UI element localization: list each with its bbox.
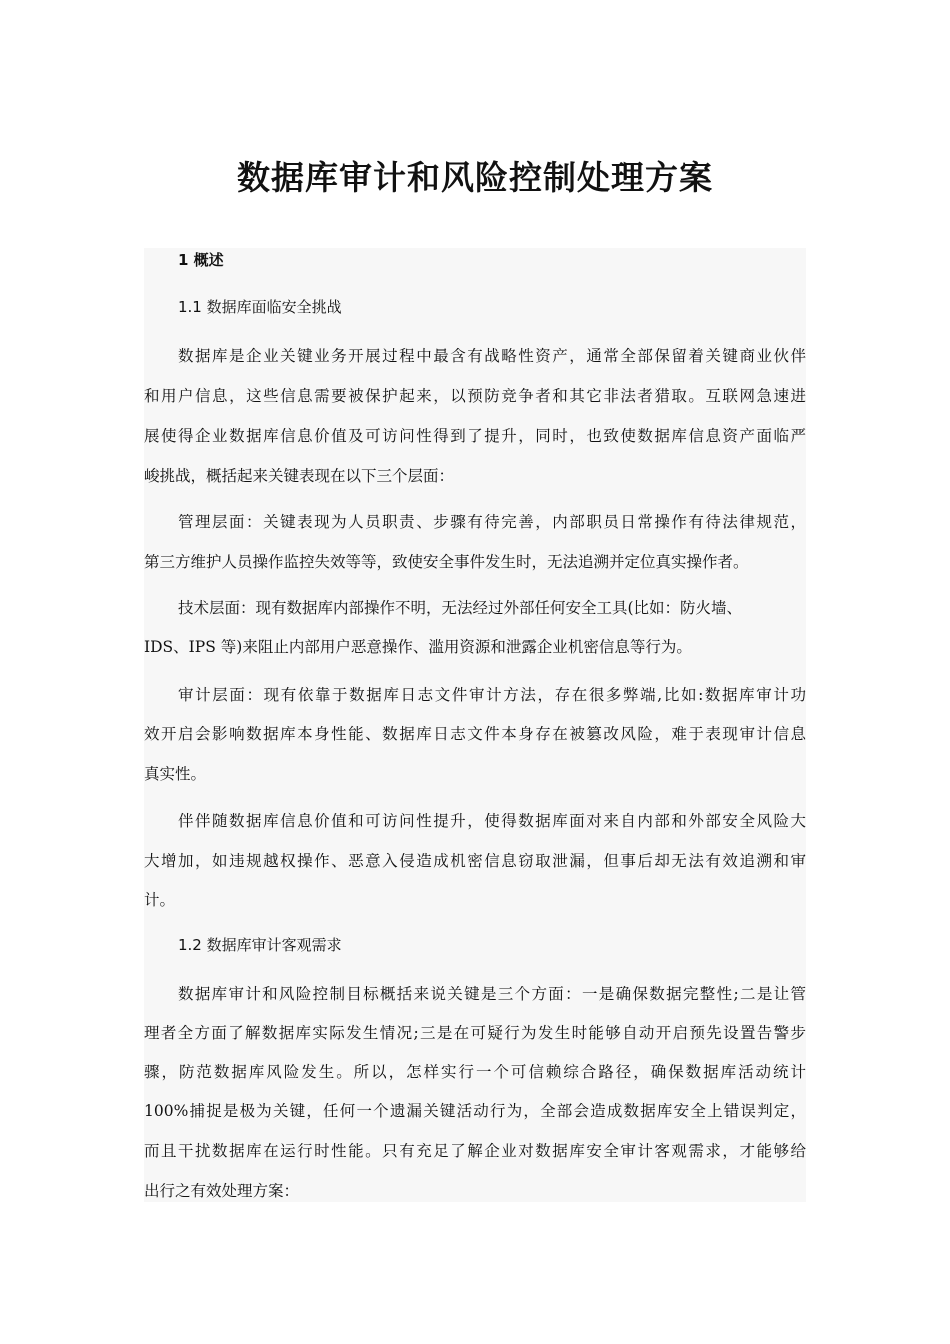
section-heading-1: 1 概述 bbox=[178, 251, 224, 269]
paragraph-line: 和用户信息，这些信息需要被保护起来，以预防竞争者和其它非法者猎取。互联网急速进 bbox=[144, 387, 806, 405]
paragraph-line: 100%捕捉是极为关键，任何一个遗漏关键活动行为，全部会造成数据库安全上错误判定， bbox=[144, 1102, 806, 1120]
paragraph-line: 理者全方面了解数据库实际发生情况;三是在可疑行为发生时能够自动开启预先设置告警步 bbox=[144, 1024, 806, 1042]
paragraph-line: 而且干扰数据库在运行时性能。只有充足了解企业对数据库安全审计客观需求，才能够给 bbox=[144, 1142, 806, 1160]
paragraph-line: 展使得企业数据库信息价值及可访问性得到了提升，同时，也致使数据库信息资产面临严 bbox=[144, 427, 806, 445]
section-heading-1-2: 1.2 数据库审计客观需求 bbox=[178, 936, 342, 954]
paragraph-line: 数据库是企业关键业务开展过程中最含有战略性资产，通常全部保留着关键商业伙伴 bbox=[178, 347, 806, 365]
paragraph-line: 效开启会影响数据库本身性能、数据库日志文件本身存在被篡改风险，难于表现审计信息 bbox=[144, 725, 806, 743]
paragraph-line: 计。 bbox=[144, 891, 176, 909]
paragraph-line: 出行之有效处理方案： bbox=[144, 1182, 300, 1200]
paragraph-line: 伴伴随数据库信息价值和可访问性提升，使得数据库面对来自内部和外部安全风险大 bbox=[178, 812, 806, 830]
paragraph-line: IDS、IPS 等)来阻止内部用户恶意操作、滥用资源和泄露企业机密信息等行为。 bbox=[144, 638, 692, 656]
paragraph-line: 真实性。 bbox=[144, 765, 207, 783]
paragraph-line: 大增加，如违规越权操作、恶意入侵造成机密信息窃取泄漏，但事后却无法有效追溯和审 bbox=[144, 852, 806, 870]
paragraph-line: 技术层面：现有数据库内部操作不明，无法经过外部任何安全工具(比如：防火墙、 bbox=[178, 599, 743, 617]
paragraph-line: 第三方维护人员操作监控失效等等，致使安全事件发生时，无法追溯并定位真实操作者。 bbox=[144, 553, 749, 571]
page-title: 数据库审计和风险控制处理方案 bbox=[237, 158, 713, 197]
paragraph-line: 审计层面：现有依靠于数据库日志文件审计方法，存在很多弊端,比如:数据库审计功 bbox=[178, 686, 806, 704]
paragraph-line: 骤，防范数据库风险发生。所以，怎样实行一个可信赖综合路径，确保数据库活动统计 bbox=[144, 1063, 806, 1081]
paragraph-line: 管理层面：关键表现为人员职责、步骤有待完善，内部职员日常操作有待法律规范， bbox=[178, 513, 806, 531]
paragraph-line: 数据库审计和风险控制目标概括来说关键是三个方面：一是确保数据完整性;二是让管 bbox=[178, 985, 806, 1003]
paragraph-line: 峻挑战，概括起来关键表现在以下三个层面： bbox=[144, 467, 455, 485]
section-heading-1-1: 1.1 数据库面临安全挑战 bbox=[178, 298, 342, 316]
